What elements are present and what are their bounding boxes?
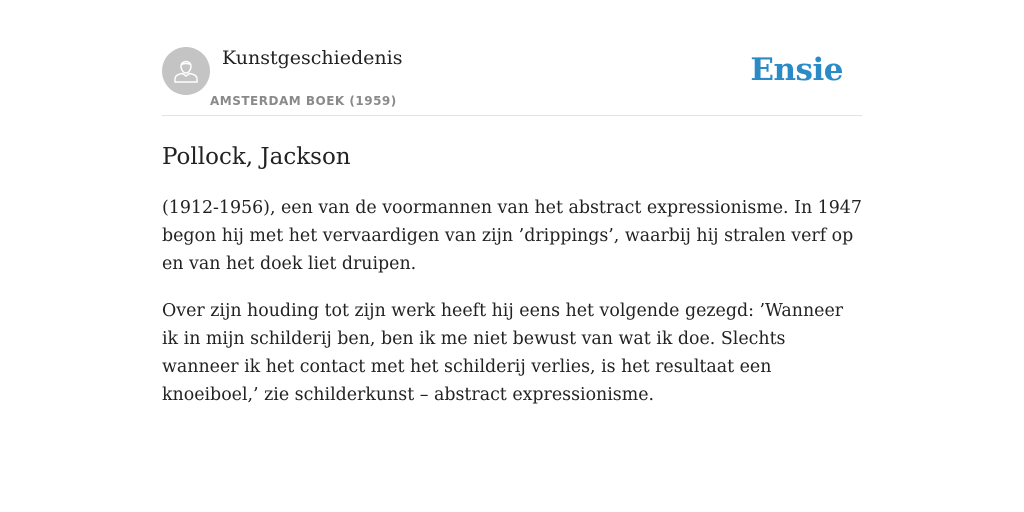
article-header: [162, 0, 862, 116]
article-title: Pollock, Jackson: [162, 144, 351, 170]
user-icon: [171, 54, 201, 89]
ensie-logo[interactable]: Ensie: [750, 52, 843, 88]
article-paragraph: (1912-1956), een van de voormannen van het abstract expressionisme. In 1947 begon hij met het vervaardigen van zijn ’drippings’, waarbij hij stralen verf op en van het doek liet druipen.: [162, 198, 862, 274]
article-paragraph: Over zijn houding tot zijn werk heeft hij eens het volgende gezegd: ’Wanneer ik in mijn schilderij ben, ben ik me niet bewust van wat ik doe. Slechts wanneer ik het contact met het schilderij verlies, is het resultaat een knoeiboel,’ zie schilderkunst – abstract expressionisme.: [162, 301, 844, 405]
avatar[interactable]: [162, 47, 210, 95]
source-title[interactable]: Kunstgeschiedenis: [222, 47, 403, 69]
article-card: [162, 0, 862, 409]
source-subtitle[interactable]: AMSTERDAM BOEK (1959): [210, 94, 397, 108]
